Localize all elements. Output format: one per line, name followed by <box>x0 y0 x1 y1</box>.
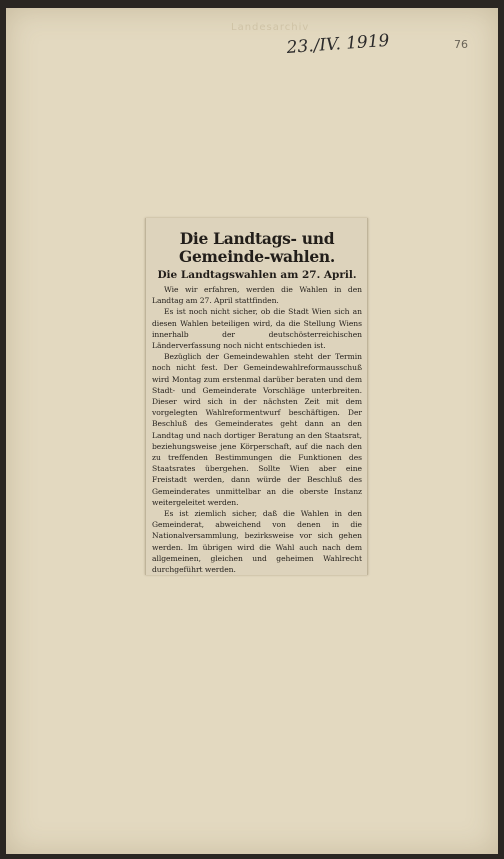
article-headline: Die Landtags- und Gemeinde-wahlen. <box>179 229 335 266</box>
newspaper-clipping <box>145 218 368 575</box>
handwritten-date: 23./IV. 1919 <box>286 30 391 58</box>
folio-number: 76 <box>454 38 468 51</box>
article-body <box>152 284 362 575</box>
article-paragraph: Es ist noch nicht sicher, ob die Stadt Wien sich an diesen Wahlen beteiligen wird, da die Stellung Wiens innerhalb der deutschösterreichischen Länderverfassung noch nicht entschieden ist. <box>152 307 362 351</box>
article-paragraph: Bezüglich der Gemeindewahlen steht der Termin noch nicht fest. Der Gemeindewahlreformausschuß wird Montag zum erstenmal darüber beraten und dem Stadt- und Gemeinderate Vorschläge unterbreiten. Dieser wird sich in der nächsten Zeit mit dem vorgelegten Wahlreformentwurf beschäftigen. Der Beschluß des Gemeinderates geht dann an den Landtag und nach dortiger Beratung an den Staatsrat, beziehungsweise jene Körperschaft, auf die nach den zu treffenden Bestimmungen die Funktionen des Staatsrates übergehen. Sollte Wien aber eine Freistadt werden, dann würde der Beschluß des Gemeinderates unmittelbar an die oberste Instanz weitergeleitet werden. <box>152 352 362 507</box>
article-subhead: Die Landtagswahlen am 27. April. <box>157 269 357 281</box>
article-paragraph: Es ist ziemlich sicher, daß die Wahlen in den Gemeinderat, abweichend von denen in die Nationalversammlung, bezirksweise vor sich gehen werden. Im übrigen wird die Wahl auch nach dem allgemeinen, gleichen und geheimen Wahlrecht durchgeführt werden. <box>152 509 362 575</box>
article-paragraph: Wie wir erfahren, werden die Wahlen in den Landtag am 27. April stattfinden. <box>152 285 362 306</box>
faint-stamp: Landesarchiv <box>231 22 310 33</box>
